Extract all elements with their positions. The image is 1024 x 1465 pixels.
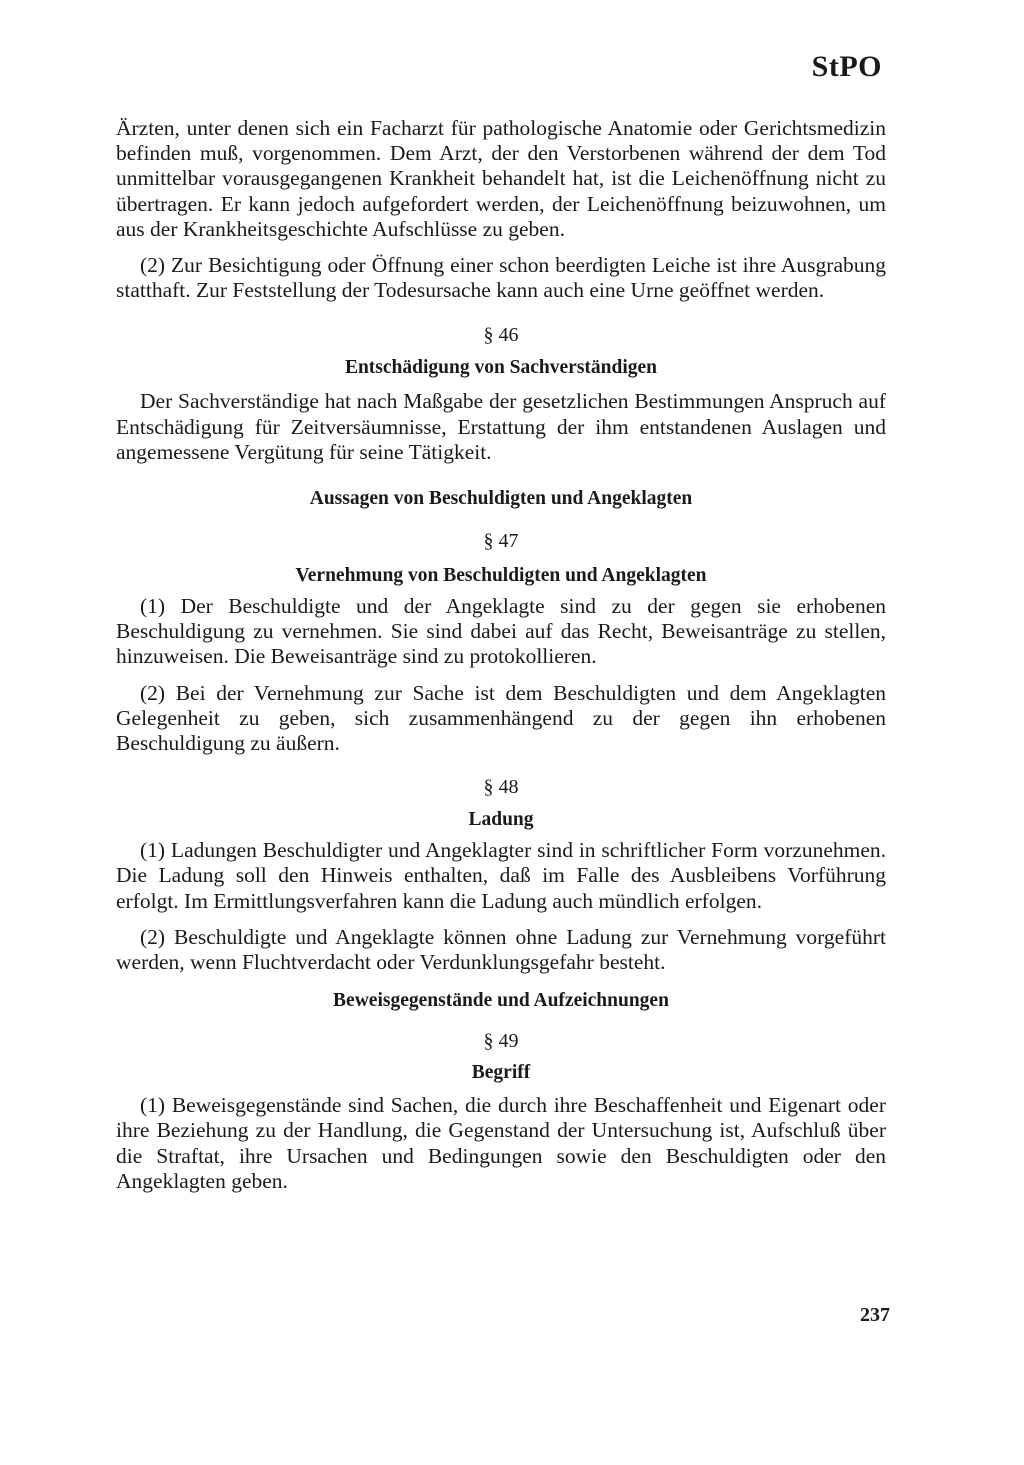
paragraph-46: Der Sachverständige hat nach Maßgabe der gesetzlichen Bestimmungen Anspruch auf Entschädigung für Zeitversäumnisse, Erstattung der ihm entstandenen Auslagen und angemessene Vergütung für seine Tätigkeit. bbox=[116, 389, 886, 464]
section-49-title: Begriff bbox=[471, 1062, 531, 1084]
body-text bbox=[116, 116, 886, 1194]
section-49-number: § 49 bbox=[483, 1030, 519, 1053]
paragraph-45-continuation: Ärzten, unter denen sich ein Facharzt für pathologische Anatomie oder Gerichtsmedizin befinden muß, vorgenommen. Dem Arzt, der den Verstorbenen während der dem Tod unmittelbar vorausgegangenen Krankheit behandelt hat, ist die Leichenöffnung nicht zu übertragen. Er kann jedoch aufgefordert werden, der Leichenöffnung beizuwohnen, um aus der Krankheitsgeschichte Aufschlüsse zu geben. bbox=[116, 116, 886, 241]
section-46-number: § 46 bbox=[483, 324, 519, 347]
paragraph-48-1: (1) Ladungen Beschuldigter und Angeklagter sind in schriftlicher Form vorzunehmen. Die Ladung soll den Hinweis enthalten, daß im Falle des Ausbleibens Vorführung erfolgt. Im Ermittlungsverfahren kann die Ladung auch mündlich erfolgen. bbox=[116, 838, 886, 913]
group-heading-aussagen: Aussagen von Beschuldigten und Angeklagten bbox=[309, 488, 693, 510]
running-title: StPO bbox=[811, 50, 882, 83]
section-47-number: § 47 bbox=[483, 530, 519, 553]
group-heading-beweis: Beweisgegenstände und Aufzeichnungen bbox=[333, 990, 669, 1012]
page-number: 237 bbox=[860, 1304, 890, 1326]
paragraph-45-2: (2) Zur Besichtigung oder Öffnung einer schon beerdigten Leiche ist ihre Ausgrabung statthaft. Zur Feststellung der Todesursache kann auch eine Urne geöffnet werden. bbox=[116, 253, 886, 303]
section-48-title: Ladung bbox=[468, 809, 534, 831]
paragraph-47-2: (2) Bei der Vernehmung zur Sache ist dem Beschuldigten und dem Angeklagten Gelegenheit zu geben, sich zusammenhängend zu der gegen ihn erhobenen Beschuldigung zu äußern. bbox=[116, 680, 886, 756]
section-48-number: § 48 bbox=[483, 776, 519, 799]
paragraph-49-1: (1) Beweisgegenstände sind Sachen, die durch ihre Beschaffenheit und Eigenart oder ihre Beziehung zu der Handlung, die Gegenstand der Untersuchung ist, Aufschluß über die Straftat, ihre Ursachen und Bedingungen sowie den Beschuldigten oder den Angeklagten geben. bbox=[116, 1093, 886, 1193]
paragraph-48-2: (2) Beschuldigte und Angeklagte können ohne Ladung zur Vernehmung vorgeführt werden, wenn Fluchtverdacht oder Verdunklungsgefahr besteht. bbox=[116, 924, 886, 975]
section-47-title: Vernehmung von Beschuldigten und Angeklagten bbox=[295, 565, 707, 587]
section-46-title: Entschädigung von Sachverständigen bbox=[344, 357, 658, 379]
paragraph-47-1: (1) Der Beschuldigte und der Angeklagte sind zu der gegen sie erhobenen Beschuldigung zu vernehmen. Sie sind dabei auf das Recht, Beweisanträge zu stellen, hinzuweisen. Die Beweisanträge sind zu protokollieren. bbox=[116, 594, 886, 669]
